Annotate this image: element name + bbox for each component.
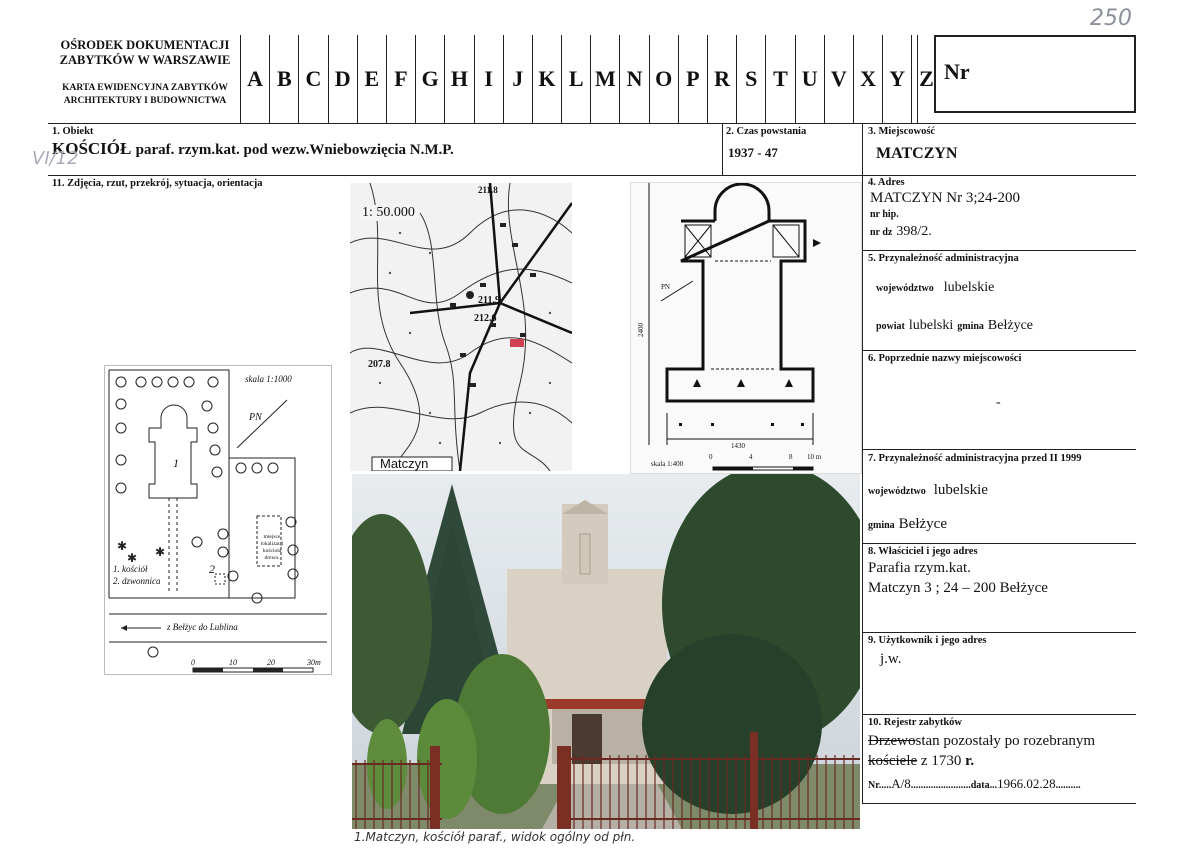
reg-date-value: 1966.02.28	[997, 776, 1056, 791]
voivodeship-value: lubelskie	[943, 280, 995, 295]
floor-plan	[630, 182, 862, 474]
plot-number	[870, 222, 932, 240]
struck-word-2: kościele	[868, 753, 918, 769]
plan-tick-4: 4	[749, 453, 753, 461]
field-1-label: 1. Obiekt	[52, 126, 94, 137]
floor-plan-drawing	[631, 183, 861, 473]
owner-line-2: Matczyn 3 ; 24 – 200 Bełżyce	[868, 580, 1048, 596]
site-plan-label-2: 2	[209, 562, 215, 576]
register-line-1	[868, 732, 1095, 750]
previous-names: -	[996, 395, 1001, 410]
nr-dz-value: 398/2.	[896, 224, 932, 239]
old-church-note: miejsce lokalizacji kościoła drewn.	[260, 534, 284, 561]
old-commune-label: gmina	[868, 520, 895, 531]
field-2-label: 2. Czas powstania	[726, 126, 807, 137]
locality: MATCZYN	[876, 145, 958, 162]
card-type-line-2: ARCHITEKTURY I BUDOWNICTWA	[63, 96, 227, 106]
register-number-line	[868, 776, 1081, 792]
field-9-label: 9. Użytkownik i jego adres	[868, 635, 987, 646]
letter-cell: M	[590, 35, 619, 123]
commune-value: Bełżyce	[987, 318, 1034, 333]
scale-tick-10: 10	[229, 658, 237, 667]
letter-cell: I	[474, 35, 503, 123]
field-3-label: 3. Miejscowość	[868, 126, 936, 137]
letter-cell: K	[532, 35, 561, 123]
old-commune	[868, 515, 947, 533]
scale-tick-20: 20	[267, 658, 275, 667]
register-r: r.	[965, 753, 975, 769]
road-label: z Bełżyc do Lublina	[167, 622, 238, 632]
nr-label: Nr	[944, 59, 970, 84]
letter-cell: P	[678, 35, 707, 123]
letter-cell: F	[386, 35, 415, 123]
letter-cell: V	[824, 35, 853, 123]
photo-caption: 1.Matczyn, kościół paraf., widok ogólny od płn.	[354, 830, 636, 844]
field-8-label: 8. Właściciel i jego adres	[868, 546, 978, 557]
institution-name	[52, 38, 238, 68]
topo-place: Matczyn	[380, 456, 429, 471]
object-name	[52, 139, 454, 159]
letter-cell: E	[357, 35, 386, 123]
object-type: KOŚCIÓŁ	[52, 139, 132, 158]
voivodeship-label: województwo	[876, 283, 934, 294]
reg-nr-dots: ........................	[910, 780, 971, 791]
voivodeship	[876, 278, 994, 296]
register-line-2	[868, 752, 974, 770]
plan-tick-0: 0	[709, 453, 713, 461]
letter-cell: B	[269, 35, 298, 123]
letter-cell: Y	[882, 35, 911, 123]
letter-cell: N	[619, 35, 648, 123]
church-photo	[352, 474, 860, 829]
handwritten-number: 250	[1090, 6, 1132, 31]
user-address: j.w.	[880, 651, 902, 667]
letter-cell: G	[415, 35, 444, 123]
letter-cell: R	[707, 35, 736, 123]
topographic-map	[350, 183, 572, 471]
plan-tick-10: 10 m	[807, 453, 822, 461]
old-voivodeship-label: województwo	[868, 486, 926, 497]
topo-height-4: 207.8	[368, 359, 391, 370]
old-commune-value: Bełżyce	[898, 516, 947, 532]
scale-tick-30: 30m	[307, 658, 321, 667]
legend-belfry: 2. dzwonnica	[113, 576, 161, 586]
letter-cell: C	[298, 35, 327, 123]
legend-church: 1. kościół	[113, 564, 148, 574]
register-text-1: stan pozostały po rozebranym	[915, 733, 1096, 749]
reg-date-label: data...	[970, 780, 998, 791]
letter-cell: H	[444, 35, 473, 123]
church-photo-drawing	[352, 474, 860, 829]
commune-label: gmina	[957, 321, 984, 332]
letter-cell: D	[328, 35, 357, 123]
site-plan-scale: skala 1:1000	[245, 374, 292, 384]
field-10-label: 10. Rejestr zabytków	[868, 717, 962, 728]
field-7-label: 7. Przynależność administracyjna przed II 1999	[868, 453, 1082, 464]
letter-index	[240, 35, 941, 123]
letter-cell: A	[240, 35, 269, 123]
field-11-label: 11. Zdjęcia, rzut, przekrój, sytuacja, orientacja	[52, 178, 263, 189]
reg-date-dots: ..........	[1055, 780, 1081, 791]
topo-height-2: 211.9	[478, 295, 500, 306]
plan-north: PN	[661, 283, 670, 291]
object-description: paraf. rzym.kat. pod wezw.Wniebowzięcia N.M.P.	[135, 142, 454, 158]
svg-text:✱: ✱	[127, 551, 138, 565]
reg-nr-value: A/8	[891, 776, 911, 791]
letter-cell: T	[765, 35, 794, 123]
institution-line-2: ZABYTKÓW W WARSZAWIE	[59, 53, 231, 67]
field-5-label: 5. Przynależność administracyjna	[868, 253, 1019, 264]
nr-box	[934, 35, 1136, 113]
letter-cell: S	[736, 35, 765, 123]
nr-hip-label: nr hip.	[870, 209, 899, 220]
topo-height-1: 211.8	[478, 185, 498, 195]
owner-line-1: Parafia rzym.kat.	[868, 560, 971, 576]
district-label: powiat	[876, 321, 905, 332]
plan-dim-height: 2400	[637, 323, 645, 337]
nr-dz-label: nr dz	[870, 227, 893, 238]
institution-line-1: OŚRODEK DOKUMENTACJI	[60, 38, 230, 52]
old-voivodeship-value: lubelskie	[933, 482, 988, 498]
topo-map-drawing	[350, 183, 572, 471]
site-plan-label-1: 1	[173, 456, 179, 470]
field-4-label: 4. Adres	[868, 177, 905, 188]
card-type	[52, 82, 238, 108]
old-voivodeship	[868, 481, 988, 499]
construction-date: 1937 - 47	[728, 145, 778, 160]
scale-tick-0: 0	[191, 658, 195, 667]
reg-nr-label: Nr.....	[868, 780, 892, 791]
letter-cell: X	[853, 35, 882, 123]
handwritten-code: VI/12	[32, 148, 79, 169]
struck-word: Drzewo	[868, 733, 916, 749]
site-plan	[104, 365, 332, 675]
address: MATCZYN Nr 3;24-200	[870, 190, 1020, 206]
topo-scale: 1: 50.000	[362, 205, 415, 220]
letter-cell: L	[561, 35, 590, 123]
district-commune	[876, 316, 1033, 334]
register-text-2: z 1730	[920, 753, 962, 769]
letter-cell: Z	[911, 35, 940, 123]
plan-tick-8: 8	[789, 453, 793, 461]
svg-text:✱: ✱	[117, 539, 128, 553]
letter-cell: U	[795, 35, 824, 123]
district-value: lubelski	[908, 318, 954, 333]
letter-cell: J	[503, 35, 532, 123]
topo-height-3: 212.6	[474, 313, 497, 324]
letter-cell: O	[649, 35, 678, 123]
plan-dim-width: 1430	[731, 442, 745, 450]
plan-scale: skala 1:400	[651, 460, 684, 468]
card-type-line-1: KARTA EWIDENCYJNA ZABYTKÓW	[62, 83, 228, 93]
field-6-label: 6. Poprzednie nazwy miejscowości	[868, 353, 1022, 364]
svg-text:✱: ✱	[155, 545, 166, 559]
site-plan-north: PN	[249, 412, 262, 423]
